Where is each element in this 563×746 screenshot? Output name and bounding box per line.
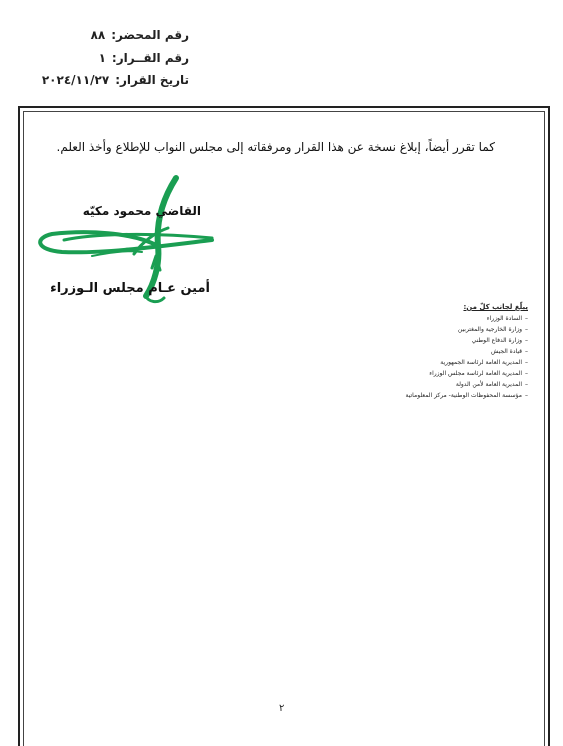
list-item: –وزارة الخارجية والمغتربين [457, 326, 528, 333]
decision-date-value: ٢٠٢٤/١١/٢٧ [41, 73, 110, 87]
signatory-name: القاضي محمود مكيّه [82, 204, 201, 218]
list-item: –قيادة الجيش [490, 348, 528, 355]
list-item: –المديرية العامة لرئاسة الجمهورية [440, 359, 528, 366]
distribution-list [405, 303, 528, 403]
minutes-number-value: ٨٨ [90, 28, 106, 42]
list-item: –وزارة الدفاع الوطني [471, 337, 528, 344]
distribution-title: يبلّغ لجانب كلّ من: [463, 303, 528, 311]
list-item: –المديرية العامة لأمن الدولة [455, 381, 528, 388]
list-item: –المديرية العامة لرئاسة مجلس الوزراء [429, 370, 528, 377]
list-item: –مؤسسة المحفوظات الوطنية- مركز المعلوماتية [405, 392, 528, 399]
list-item: –السادة الوزراء [486, 315, 528, 322]
decision-number [99, 51, 189, 65]
decision-number-value: ١ [98, 51, 106, 65]
decision-number-label: رقم القــرار: [111, 51, 189, 65]
decision-date-label: تاريخ القرار: [115, 73, 189, 87]
decision-date [42, 73, 189, 87]
minutes-number [91, 28, 189, 42]
minutes-number-label: رقم المحضر: [111, 28, 189, 42]
decision-paragraph: كما تقرر أيضاً، إبلاغ نسخة عن هذا القرار ومرفقاته إلى مجلس النواب للإطلاع وأخذ العلم. [56, 140, 495, 154]
signatory-title: أمين عـام مجلس الـوزراء [50, 281, 210, 296]
page-number: ٢ [279, 703, 285, 714]
